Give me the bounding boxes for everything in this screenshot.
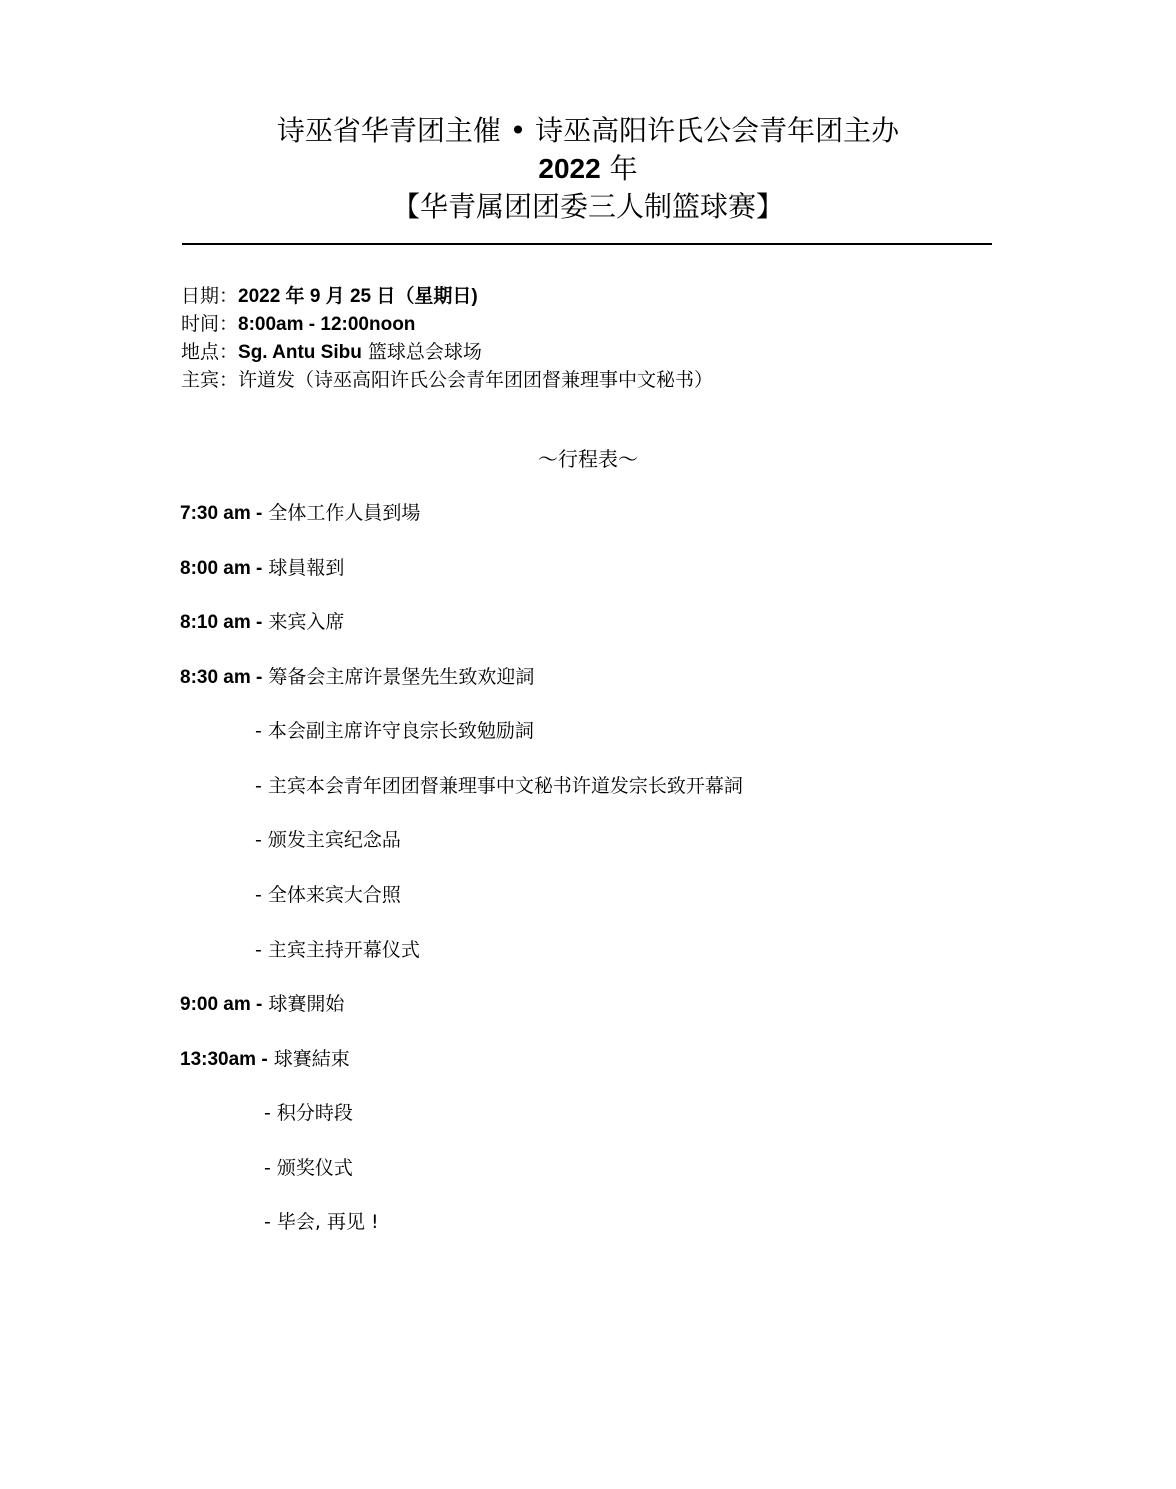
- schedule-text: - 颁奖仪式: [264, 1157, 353, 1179]
- schedule-time: 13:30am -: [180, 1049, 268, 1070]
- schedule-item: [264, 1099, 353, 1127]
- schedule-time: 7:30 am -: [180, 503, 263, 524]
- schedule-text: - 积分時段: [264, 1102, 353, 1124]
- schedule-item: [255, 826, 401, 854]
- year-line: [0, 150, 1176, 188]
- schedule-title: ～行程表～: [538, 447, 638, 471]
- guest-label: 主宾：: [181, 369, 239, 391]
- venue-value-name: Sg. Antu Sibu: [238, 342, 362, 363]
- schedule-text: - 主宾主持开幕仪式: [255, 939, 420, 961]
- schedule-text: 全体工作人員到場: [262, 502, 421, 524]
- document-header: [0, 112, 1176, 226]
- event-info: [181, 282, 713, 394]
- venue-row: [181, 338, 713, 366]
- schedule-item: [255, 881, 401, 909]
- venue-value-rest: 篮球总会球场: [361, 341, 482, 363]
- schedule-text: 筹备会主席许景堡先生致欢迎詞: [262, 666, 535, 688]
- date-value: 2022 年 9 月 25 日（星期日): [238, 286, 478, 307]
- schedule-time: 8:30 am -: [180, 667, 263, 688]
- schedule-item: [255, 936, 420, 964]
- schedule-item: [255, 717, 534, 745]
- schedule-item: [180, 608, 344, 637]
- date-row: [181, 282, 713, 310]
- schedule-item: [180, 663, 534, 692]
- schedule-time: 9:00 am -: [180, 994, 263, 1015]
- schedule-item: [180, 554, 344, 583]
- guest-row: [181, 366, 713, 394]
- schedule-text: - 全体来宾大合照: [255, 884, 401, 906]
- schedule-text: - 主宾本会青年团团督兼理事中文秘书许道发宗长致开幕詞: [255, 775, 743, 797]
- organizer-line: 诗巫省华青团主催 • 诗巫高阳许氏公会青年团主办: [276, 114, 900, 147]
- schedule-text: 球賽開始: [262, 993, 345, 1015]
- venue-label: 地点：: [181, 341, 239, 363]
- schedule-item: [180, 990, 344, 1019]
- schedule-text: - 毕会, 再见 !: [264, 1211, 379, 1233]
- schedule-text: - 本会副主席许守良宗长致勉励詞: [255, 720, 534, 742]
- header-divider: [182, 243, 992, 245]
- schedule-item: [264, 1208, 379, 1236]
- schedule-item: [264, 1154, 353, 1182]
- event-title: 【华青属团团委三人制篮球赛】: [391, 190, 784, 223]
- schedule-item: [180, 1045, 350, 1074]
- schedule-item: [180, 499, 420, 528]
- schedule-time: 8:10 am -: [180, 612, 263, 633]
- time-row: [181, 310, 713, 338]
- schedule-text: 球賽結束: [267, 1048, 350, 1070]
- schedule-text: 来宾入席: [262, 611, 345, 633]
- time-label: 时间：: [181, 313, 239, 335]
- schedule-item: [255, 772, 743, 800]
- year-number: 2022: [538, 153, 601, 184]
- schedule-text: 球員報到: [262, 557, 345, 579]
- time-value: 8:00am - 12:00noon: [238, 314, 416, 335]
- date-label: 日期：: [181, 285, 239, 307]
- schedule-time: 8:00 am -: [180, 558, 263, 579]
- year-suffix: 年: [600, 152, 638, 185]
- guest-value: 许道发（诗巫高阳许氏公会青年团团督兼理事中文秘书）: [238, 369, 714, 391]
- schedule-text: - 颁发主宾纪念品: [255, 829, 401, 851]
